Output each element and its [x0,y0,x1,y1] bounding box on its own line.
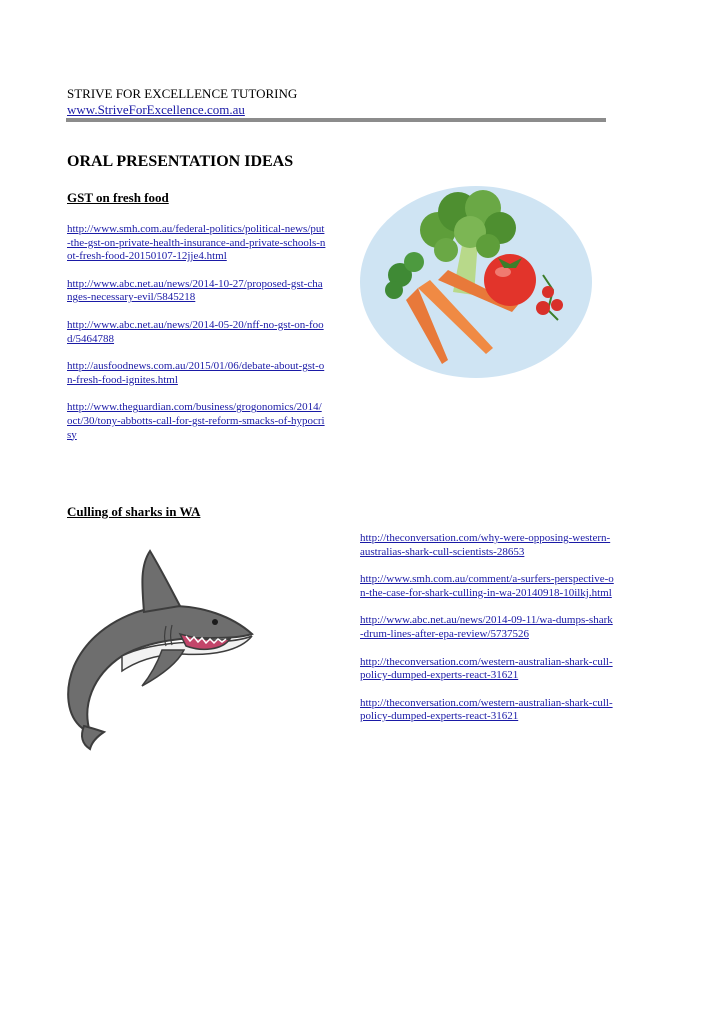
vegetables-plate-illustration [358,180,593,380]
gst-link[interactable]: http://www.abc.net.au/news/2014-05-20/nff-no-gst-on-food/5464788 [67,318,324,345]
page-title: ORAL PRESENTATION IDEAS [67,153,294,170]
section-heading-gst: GST on fresh food [67,190,169,205]
shark-eye [212,619,218,625]
gst-link[interactable]: http://www.theguardian.com/business/grogonomics/2014/oct/30/tony-abbotts-call-for-gst-reform-smacks-of-hypocrisy [67,401,325,441]
shark-link[interactable]: http://theconversation.com/western-australian-shark-cull-policy-dumped-experts-react-31621 [360,655,613,682]
shark-link[interactable]: http://theconversation.com/why-were-opposing-western-australias-shark-cull-scientists-28653 [360,532,611,558]
gst-link[interactable]: http://www.smh.com.au/federal-politics/political-news/put-the-gst-on-private-health-insurance-and-private-schools-not-fresh-food-20150107-12jje4.html [67,223,326,263]
shark-link[interactable]: http://theconversation.com/western-australian-shark-cull-policy-dumped-experts-react-31621 [360,696,613,723]
organization-name: STRIVE FOR EXCELLENCE TUTORING [67,86,298,101]
gst-link[interactable]: http://ausfoodnews.com.au/2015/01/06/debate-about-gst-on-fresh-food-ignites.html [67,360,325,386]
gst-link-list [67,223,327,456]
header-divider [66,118,606,122]
gst-link[interactable]: http://www.abc.net.au/news/2014-10-27/proposed-gst-changes-necessary-evil/5845218 [67,277,323,304]
section-heading-sharks: Culling of sharks in WA [67,504,201,519]
tomato [484,254,536,306]
shark-link-list [360,532,615,738]
shark-illustration [62,546,262,751]
shark-link[interactable]: http://www.abc.net.au/news/2014-09-11/wa-dumps-shark-drum-lines-after-epa-review/5737526 [360,614,613,640]
website-link[interactable]: www.StriveForExcellence.com.au [67,102,245,117]
shark-link[interactable]: http://www.smh.com.au/comment/a-surfers-perspective-on-the-case-for-shark-culling-in-wa-20140918-10ilkj.html [360,573,614,599]
